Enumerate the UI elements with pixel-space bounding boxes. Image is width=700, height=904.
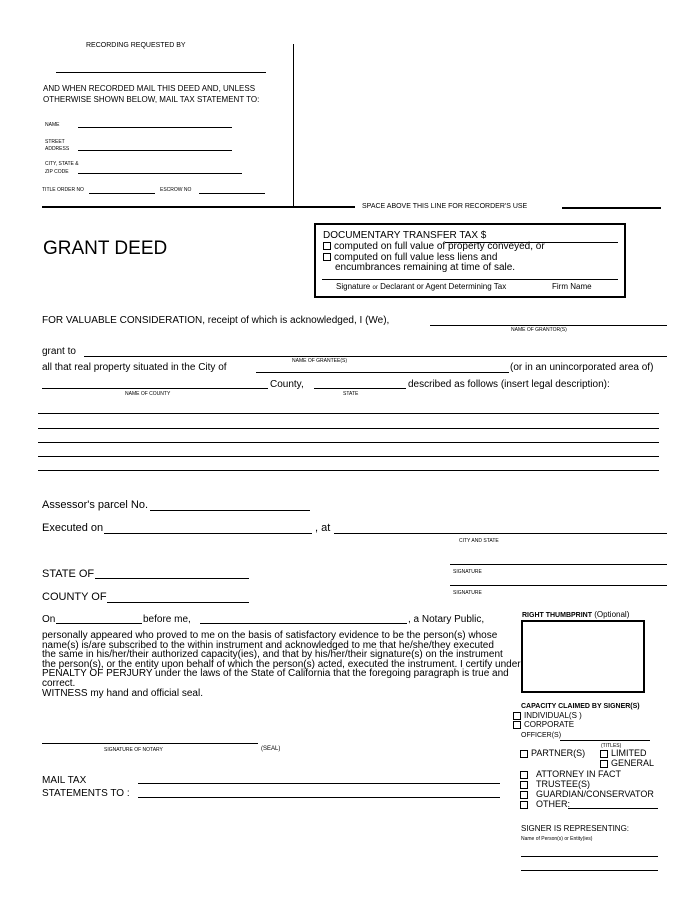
checkbox-icon[interactable] <box>513 721 521 729</box>
legal-description-line[interactable] <box>38 413 659 414</box>
title-order-label: TITLE ORDER NO <box>42 187 84 193</box>
tax-option-1[interactable] <box>323 241 545 252</box>
notary-public-label: , a Notary Public, <box>408 614 485 625</box>
paragraph-line: the same in his/her/their authorized capacity(ies), and that by his/her/their signature(s) on the instrument <box>42 649 503 661</box>
executed-date-field[interactable] <box>104 533 312 534</box>
corporate-label: CORPORATE <box>524 720 575 729</box>
other-field[interactable] <box>568 808 658 809</box>
consideration-text: FOR VALUABLE CONSIDERATION, receipt of which is acknowledged, I (We), <box>42 315 390 326</box>
title-order-field[interactable] <box>89 193 155 194</box>
representing-line-2[interactable] <box>521 870 658 871</box>
city-and-state-label: CITY AND STATE <box>459 538 499 544</box>
paragraph-line: personally appeared who proved to me on the basis of satisfactory evidence to be the person(s) whose <box>42 630 498 641</box>
capacity-individual[interactable] <box>513 711 582 720</box>
county-text: County, <box>270 379 304 390</box>
assessor-parcel-field[interactable] <box>150 510 310 511</box>
assessor-parcel-label: Assessor's parcel No. <box>42 499 149 511</box>
firm-name-label: Firm Name <box>552 282 592 291</box>
capacity-trustees[interactable] <box>520 779 590 789</box>
notary-name-field[interactable] <box>200 623 407 624</box>
name-field[interactable] <box>78 127 232 128</box>
grantee-field[interactable] <box>84 356 667 357</box>
capacity-general[interactable] <box>600 758 654 768</box>
attorney-label: ATTORNEY IN FACT <box>536 769 622 779</box>
recording-requested-by-label: RECORDING REQUESTED BY <box>86 42 186 49</box>
statements-to-label: STATEMENTS TO : <box>42 788 130 799</box>
checkbox-icon[interactable] <box>520 750 528 758</box>
guardian-label: GUARDIAN/CONSERVATOR <box>536 789 654 799</box>
notary-date-field[interactable] <box>56 623 142 624</box>
recorder-space-label: SPACE ABOVE THIS LINE FOR RECORDER'S USE <box>362 203 528 210</box>
county-of-field[interactable] <box>107 602 249 603</box>
signature-2-field[interactable] <box>450 585 667 586</box>
legal-description-line[interactable] <box>38 456 659 457</box>
paragraph-line: correct. <box>42 677 76 689</box>
checkbox-icon[interactable] <box>520 781 528 789</box>
capacity-limited[interactable] <box>600 748 647 758</box>
name-of-county-label: NAME OF COUNTY <box>125 391 171 397</box>
officers-field[interactable] <box>560 740 650 741</box>
name-label: NAME <box>45 122 60 128</box>
legal-description-line[interactable] <box>38 428 659 429</box>
street-address-field[interactable] <box>78 150 232 151</box>
acknowledgment-paragraph <box>42 630 521 699</box>
checkbox-icon[interactable] <box>323 253 331 261</box>
general-label: GENERAL <box>611 758 655 768</box>
signature-of-notary-label: SIGNATURE OF NOTARY <box>104 747 163 753</box>
transfer-tax-heading: DOCUMENTARY TRANSFER TAX $ <box>323 230 487 241</box>
capacity-attorney[interactable] <box>520 769 621 779</box>
grantor-field[interactable] <box>430 325 667 326</box>
mail-deed-line1: AND WHEN RECORDED MAIL THIS DEED AND, UNLESS <box>43 84 256 93</box>
grant-to-label: grant to <box>42 346 76 357</box>
tax-option-2-continued: encumbrances remaining at time of sale. <box>335 262 516 273</box>
on-label: On <box>42 614 56 625</box>
other-label: OTHER: <box>536 799 571 809</box>
mail-deed-line2: OTHERWISE SHOWN BELOW, MAIL TAX STATEMENT TO: <box>43 95 260 104</box>
paragraph-line: the person(s), or the entity upon behalf of which the person(s) acted, executed the instrument. I certify under <box>42 658 521 670</box>
legal-description-line[interactable] <box>38 442 659 443</box>
capacity-corporate[interactable] <box>513 720 574 729</box>
at-label: , at <box>315 522 331 534</box>
paragraph-line: name(s) is/are subscribed to the within instrument and acknowledged to me that he/she/they executed <box>42 639 494 651</box>
signature-1-field[interactable] <box>450 564 667 565</box>
tax-option-2-label: computed on full value less liens and <box>334 252 498 263</box>
signature-2-label: SIGNATURE <box>453 590 482 596</box>
trustees-label: TRUSTEE(S) <box>536 779 590 789</box>
recorder-divider <box>293 44 294 206</box>
state-field[interactable] <box>314 388 406 389</box>
tax-signature-line[interactable] <box>322 279 618 280</box>
seal-label: (SEAL) <box>261 746 281 752</box>
representing-line-1[interactable] <box>521 856 658 857</box>
thumbprint-word: RIGHT THUMBPRINT <box>522 612 592 619</box>
checkbox-icon[interactable] <box>600 750 608 758</box>
tax-signature-label <box>336 282 506 291</box>
city-label-1: CITY, STATE & <box>45 161 79 167</box>
state-of-label: STATE OF <box>42 568 95 580</box>
recorder-line-right <box>562 207 661 209</box>
executed-on-label: Executed on <box>42 522 104 534</box>
name-of-grantee-label: NAME OF GRANTEE(S) <box>292 358 348 364</box>
individual-label: INDIVIDUAL(S ) <box>524 711 582 720</box>
state-of-field[interactable] <box>95 578 249 579</box>
name-of-persons-label: Name of Person(s) or Entity(ies) <box>521 836 593 842</box>
declarant-text: Declarant or Agent Determining Tax <box>380 282 507 291</box>
real-property-text: all that real property situated in the City of <box>42 362 227 373</box>
partners-label: PARTNER(S) <box>531 748 586 758</box>
page-title: GRANT DEED <box>43 238 168 259</box>
checkbox-icon[interactable] <box>600 760 608 768</box>
right-thumbprint-label <box>522 610 629 619</box>
titles-label: (TITLES) <box>601 743 622 749</box>
street-label-2: ADDRESS <box>45 146 70 152</box>
executed-location-field[interactable] <box>334 533 667 534</box>
notary-signature-field[interactable] <box>42 743 258 744</box>
checkbox-icon[interactable] <box>520 771 528 779</box>
signer-representing-label: SIGNER IS REPRESENTING: <box>521 824 630 833</box>
before-me-label: before me, <box>143 614 191 625</box>
city-label-2: ZIP CODE <box>45 169 69 175</box>
recording-requested-by-field[interactable] <box>56 72 266 73</box>
name-of-grantor-label: NAME OF GRANTOR(S) <box>511 327 567 333</box>
capacity-partners[interactable] <box>520 748 585 758</box>
checkbox-icon[interactable] <box>520 801 528 809</box>
witness-line: WITNESS my hand and official seal. <box>42 687 203 699</box>
city-state-zip-field[interactable] <box>78 173 242 174</box>
recorder-line-left <box>42 206 355 208</box>
signature-1-label: SIGNATURE <box>453 569 482 575</box>
legal-description-line[interactable] <box>38 470 659 471</box>
checkbox-icon[interactable] <box>513 712 521 720</box>
described-text: described as follows (insert legal description): <box>408 379 610 390</box>
mail-tax-label: MAIL TAX <box>42 775 87 786</box>
escrow-label: ESCROW NO <box>160 187 192 193</box>
paragraph-line: PENALTY OF PERJURY under the laws of the State of California that the foregoing paragraph is true and <box>42 668 509 680</box>
thumbprint-box <box>521 620 645 693</box>
capacity-heading: CAPACITY CLAIMED BY SIGNER(S) <box>521 703 640 710</box>
county-of-label: COUNTY OF <box>42 591 107 603</box>
unincorporated-text: (or in an unincorporated area of) <box>510 362 654 373</box>
mail-tax-line-2[interactable] <box>138 797 500 798</box>
or-word: or <box>372 285 378 291</box>
checkbox-icon[interactable] <box>323 242 331 250</box>
optional-word: (Optional) <box>594 610 630 619</box>
limited-label: LIMITED <box>611 748 647 758</box>
capacity-other[interactable] <box>520 799 570 809</box>
capacity-guardian[interactable] <box>520 789 654 799</box>
street-label-1: STREET <box>45 139 65 145</box>
city-field[interactable] <box>256 372 509 373</box>
state-small-label: STATE <box>343 391 359 397</box>
signature-word: Signature <box>336 282 371 291</box>
escrow-field[interactable] <box>199 193 265 194</box>
officers-label: OFFICER(S) <box>521 732 562 739</box>
checkbox-icon[interactable] <box>520 791 528 799</box>
tax-option-1-label: computed on full value of property conveyed, or <box>334 241 545 252</box>
mail-tax-line-1[interactable] <box>138 783 500 784</box>
county-field[interactable] <box>42 388 268 389</box>
